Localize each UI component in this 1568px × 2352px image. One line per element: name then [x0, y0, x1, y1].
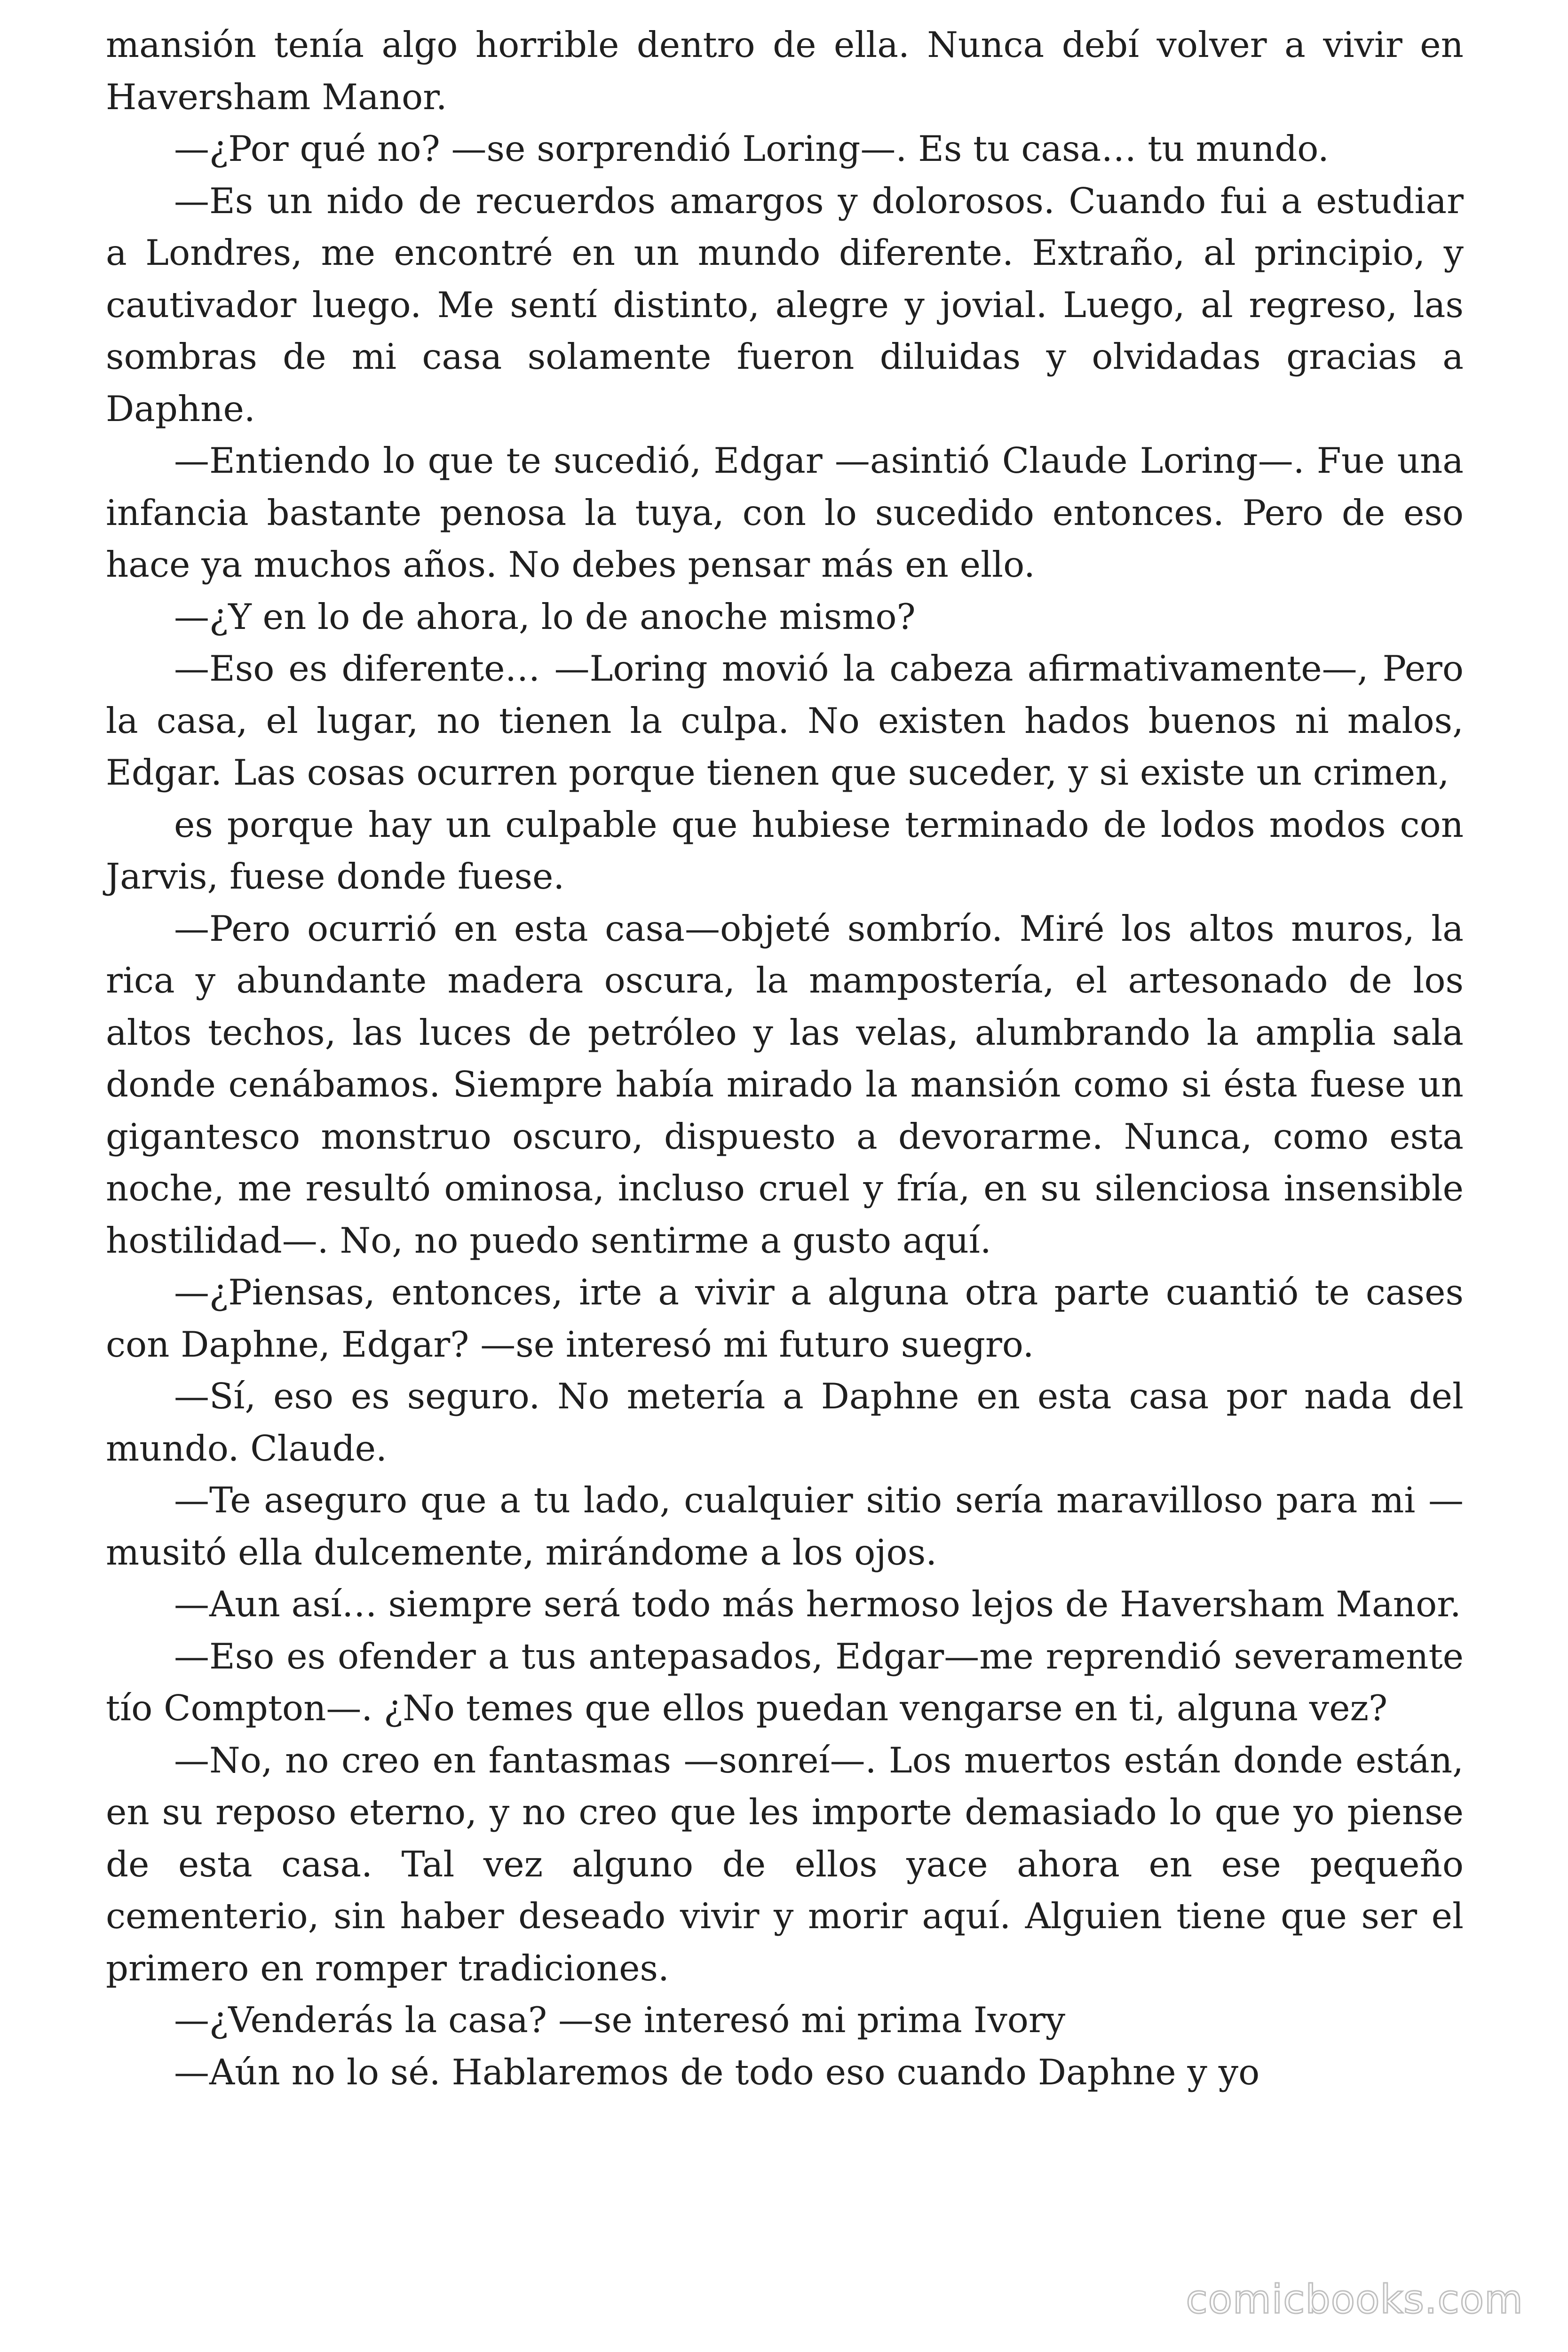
page-body: [106, 19, 1464, 2098]
paragraph: —¿Piensas, entonces, irte a vivir a alguna otra parte cuantió te cases con Daphne, Edgar? —se interesó mi futuro suegro.: [106, 1271, 1464, 1365]
paragraph: —¿Venderás la casa? —se interesó mi prima Ivory: [174, 1999, 1066, 2041]
paragraph: —Eso es ofender a tus antepasados, Edgar—me reprendió severamente tío Compton—. ¿No temes que ellos puedan vengarse en ti, alguna vez?: [106, 1635, 1464, 1729]
paragraph: —Es un nido de recuerdos amargos y dolorosos. Cuando fui a estudiar a Londres, me encontré en un mundo diferente. Extraño, al principio, y cautivador luego. Me sentí distinto, alegre y jovial. Luego, al regreso, las sombras de mi casa solamente fueron diluidas y olvidadas gracias a Daphne.: [106, 180, 1464, 429]
paragraph: —No, no creo en fantasmas —sonreí—. Los muertos están donde están, en su reposo eterno, y no creo que les importe demasiado lo que yo piense de esta casa. Tal vez alguno de ellos yace ahora en ese pequeño cementerio, sin haber deseado vivir y morir aquí. Alguien tiene que ser el primero en romper tradiciones.: [106, 1739, 1464, 1989]
paragraph: mansión tenía algo horrible dentro de ella. Nunca debí volver a vivir en Haversham Manor.: [106, 24, 1464, 118]
paragraph: —¿Y en lo de ahora, lo de anoche mismo?: [174, 596, 916, 637]
paragraph: —¿Por qué no? —se sorprendió Loring—. Es tu casa… tu mundo.: [174, 128, 1329, 169]
watermark: comicbooks.com: [1186, 2276, 1523, 2322]
paragraph: —Pero ocurrió en esta casa—objeté sombrío. Miré los altos muros, la rica y abundante madera oscura, la mampostería, el artesonado de los altos techos, las luces de petróleo y las velas, alumbrando la amplia sala donde cenábamos. Siempre había mirado la mansión como si ésta fuese un gigantesco monstruo oscuro, dispuesto a devorarme. Nunca, como esta noche, me resultó ominosa, incluso cruel y fría, en su silenciosa insensible hostilidad—. No, no puedo sentirme a gusto aquí.: [106, 907, 1464, 1261]
paragraph: —Te aseguro que a tu lado, cualquier sitio sería maravilloso para mi —musitó ella dulcemente, mirándome a los ojos.: [106, 1479, 1464, 1573]
paragraph: —Aún no lo sé. Hablaremos de todo eso cuando Daphne y yo: [174, 2051, 1260, 2093]
paragraph: es porque hay un culpable que hubiese terminado de lodos modos con Jarvis, fuese donde fuese.: [106, 803, 1464, 897]
paragraph: —Aun así… siempre será todo más hermoso lejos de Haversham Manor.: [174, 1583, 1461, 1625]
paragraph: —Entiendo lo que te sucedió, Edgar —asintió Claude Loring—. Fue una infancia bastante penosa la tuya, con lo sucedido entonces. Pero de eso hace ya muchos años. No debes pensar más en ello.: [106, 440, 1464, 585]
paragraph: —Sí, eso es seguro. No metería a Daphne en esta casa por nada del mundo. Claude.: [106, 1375, 1464, 1469]
paragraph: —Eso es diferente… —Loring movió la cabeza afirmativamente—, Pero la casa, el lugar, no tienen la culpa. No existen hados buenos ni malos, Edgar. Las cosas ocurren porque tienen que suceder, y si existe un crimen,: [106, 648, 1464, 793]
